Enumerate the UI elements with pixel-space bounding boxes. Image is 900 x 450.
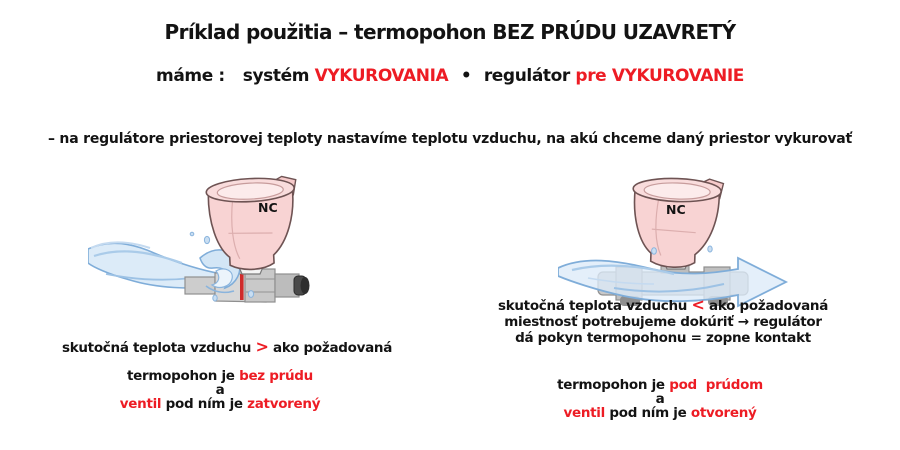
left-status-line3 [30,396,410,412]
page-title: Príklad použitia – termopohon BEZ PRÚDU UZAVRETÝ [164,20,736,44]
right-comparison-pre: skutočná teplota vzduchu [497,298,688,314]
thermo-actuator-right [631,176,724,268]
left-comparison-pre: skutočná teplota vzduchu [61,340,252,356]
left-comparison-post: ako požadovaná [273,340,393,356]
right-status-line3-red2: otvorený [690,405,757,421]
left-status-block [30,368,410,412]
right-status-line1-red: pod prúdom [669,377,763,393]
nc-label-left: NC [258,200,278,215]
left-status-line3-red1: ventil [119,396,162,412]
subtitle-prefix: máme : [156,66,225,86]
right-status-connector: a [655,391,665,407]
right-comparison-line2: miestnosť potrebujeme dokúriť → regulátor [504,314,822,330]
left-status-connector: a [215,382,225,398]
left-status-line3-black: pod ním je [165,396,243,412]
open-valve-illustration [558,174,818,314]
right-status-line3-red1: ventil [563,405,605,421]
nc-label-right: NC [666,202,686,217]
right-status-line3-black: pod ním je [609,405,687,421]
left-status-line3-red2: zatvorený [247,396,321,412]
greater-than-operator: > [255,337,269,356]
closed-indicator-red-line [240,274,244,300]
right-comparison-post: ako požadovaná [709,298,829,314]
right-status-line1-black: termopohon je [557,377,665,393]
note-line: – na regulátore priestorovej teploty nastavíme teplotu vzduchu, na akú chceme daný priestor vykurovať [47,131,853,147]
right-status-block [470,377,850,421]
right-status-line3 [470,405,850,421]
left-status-line1-black: termopohon je [127,368,235,384]
subtitle-system: systém [242,66,310,86]
closed-valve-illustration [88,174,328,314]
subtitle [0,66,900,86]
subtitle-heating: VYKUROVANIA [314,66,449,86]
right-comparison-line1 [473,297,853,314]
subtitle-for-heating: pre VYKUROVANIE [575,66,744,86]
less-than-operator: < [691,295,705,314]
subtitle-bullet: • [460,66,472,86]
left-status-line1-red: bez prúdu [239,368,313,384]
right-comparison-line3: dá pokyn termopohonu = zopne kontakt [515,330,811,346]
subtitle-regulator: regulátor [483,66,570,86]
left-comparison-line [37,337,417,356]
right-comparison-block [473,297,853,346]
